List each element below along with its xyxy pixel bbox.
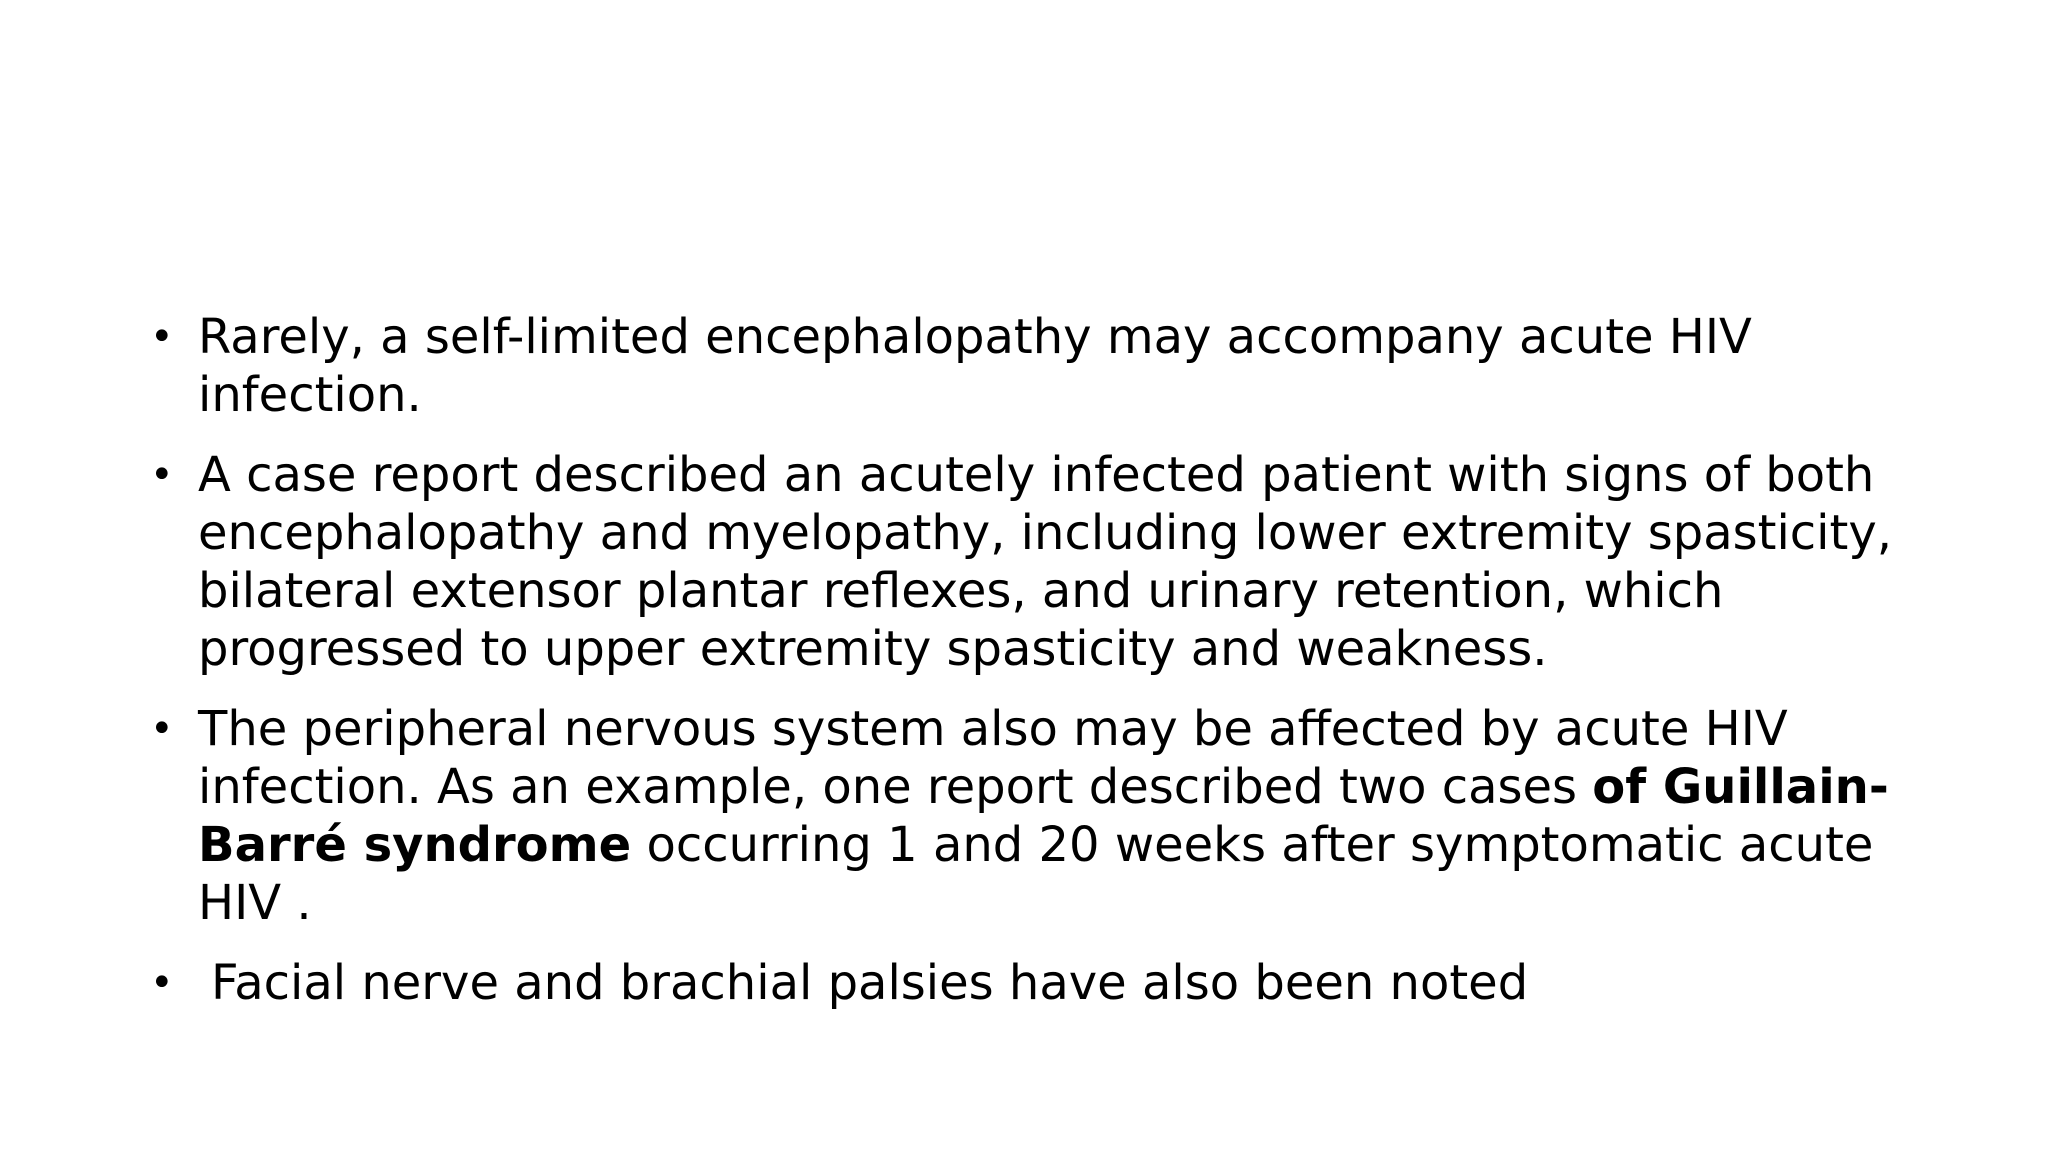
bullet-text: Rarely, a self-limited encephalopathy may accompany acute HIV infection. — [198, 309, 1752, 423]
bullet-text: Facial nerve and brachial palsies have also been noted — [211, 955, 1529, 1011]
bullet-text: A case report described an acutely infected patient with signs of both encephalopathy and myelopathy, including lower extremity spasticity, bilateral extensor plantar reflexes, and urinary retention, which progressed to upper extremity spasticity and weakness. — [198, 447, 1892, 677]
bullet-text — [198, 700, 1930, 932]
bullet-text-before: The peripheral nervous system also may be affected by acute HIV infection. As an example, one report described two cases — [198, 701, 1788, 815]
bullet-list — [150, 308, 1930, 1034]
bullet-item-facial-nerve — [150, 954, 1930, 1012]
bullet-text-after: occurring 1 and 20 weeks after symptomatic acute HIV . — [198, 817, 1874, 931]
bullet-dot-icon: • — [150, 314, 174, 360]
bullet-item-case-report — [150, 446, 1930, 678]
bullet-item-encephalopathy — [150, 308, 1930, 424]
bullet-dot-icon: • — [150, 452, 174, 498]
bullet-dot-icon: • — [150, 706, 174, 752]
bullet-item-peripheral-nervous-system — [150, 700, 1930, 932]
bullet-dot-icon: • — [150, 960, 174, 1006]
guillain-barre-emphasis: of Guillain-Barré syndrome — [198, 759, 1889, 873]
